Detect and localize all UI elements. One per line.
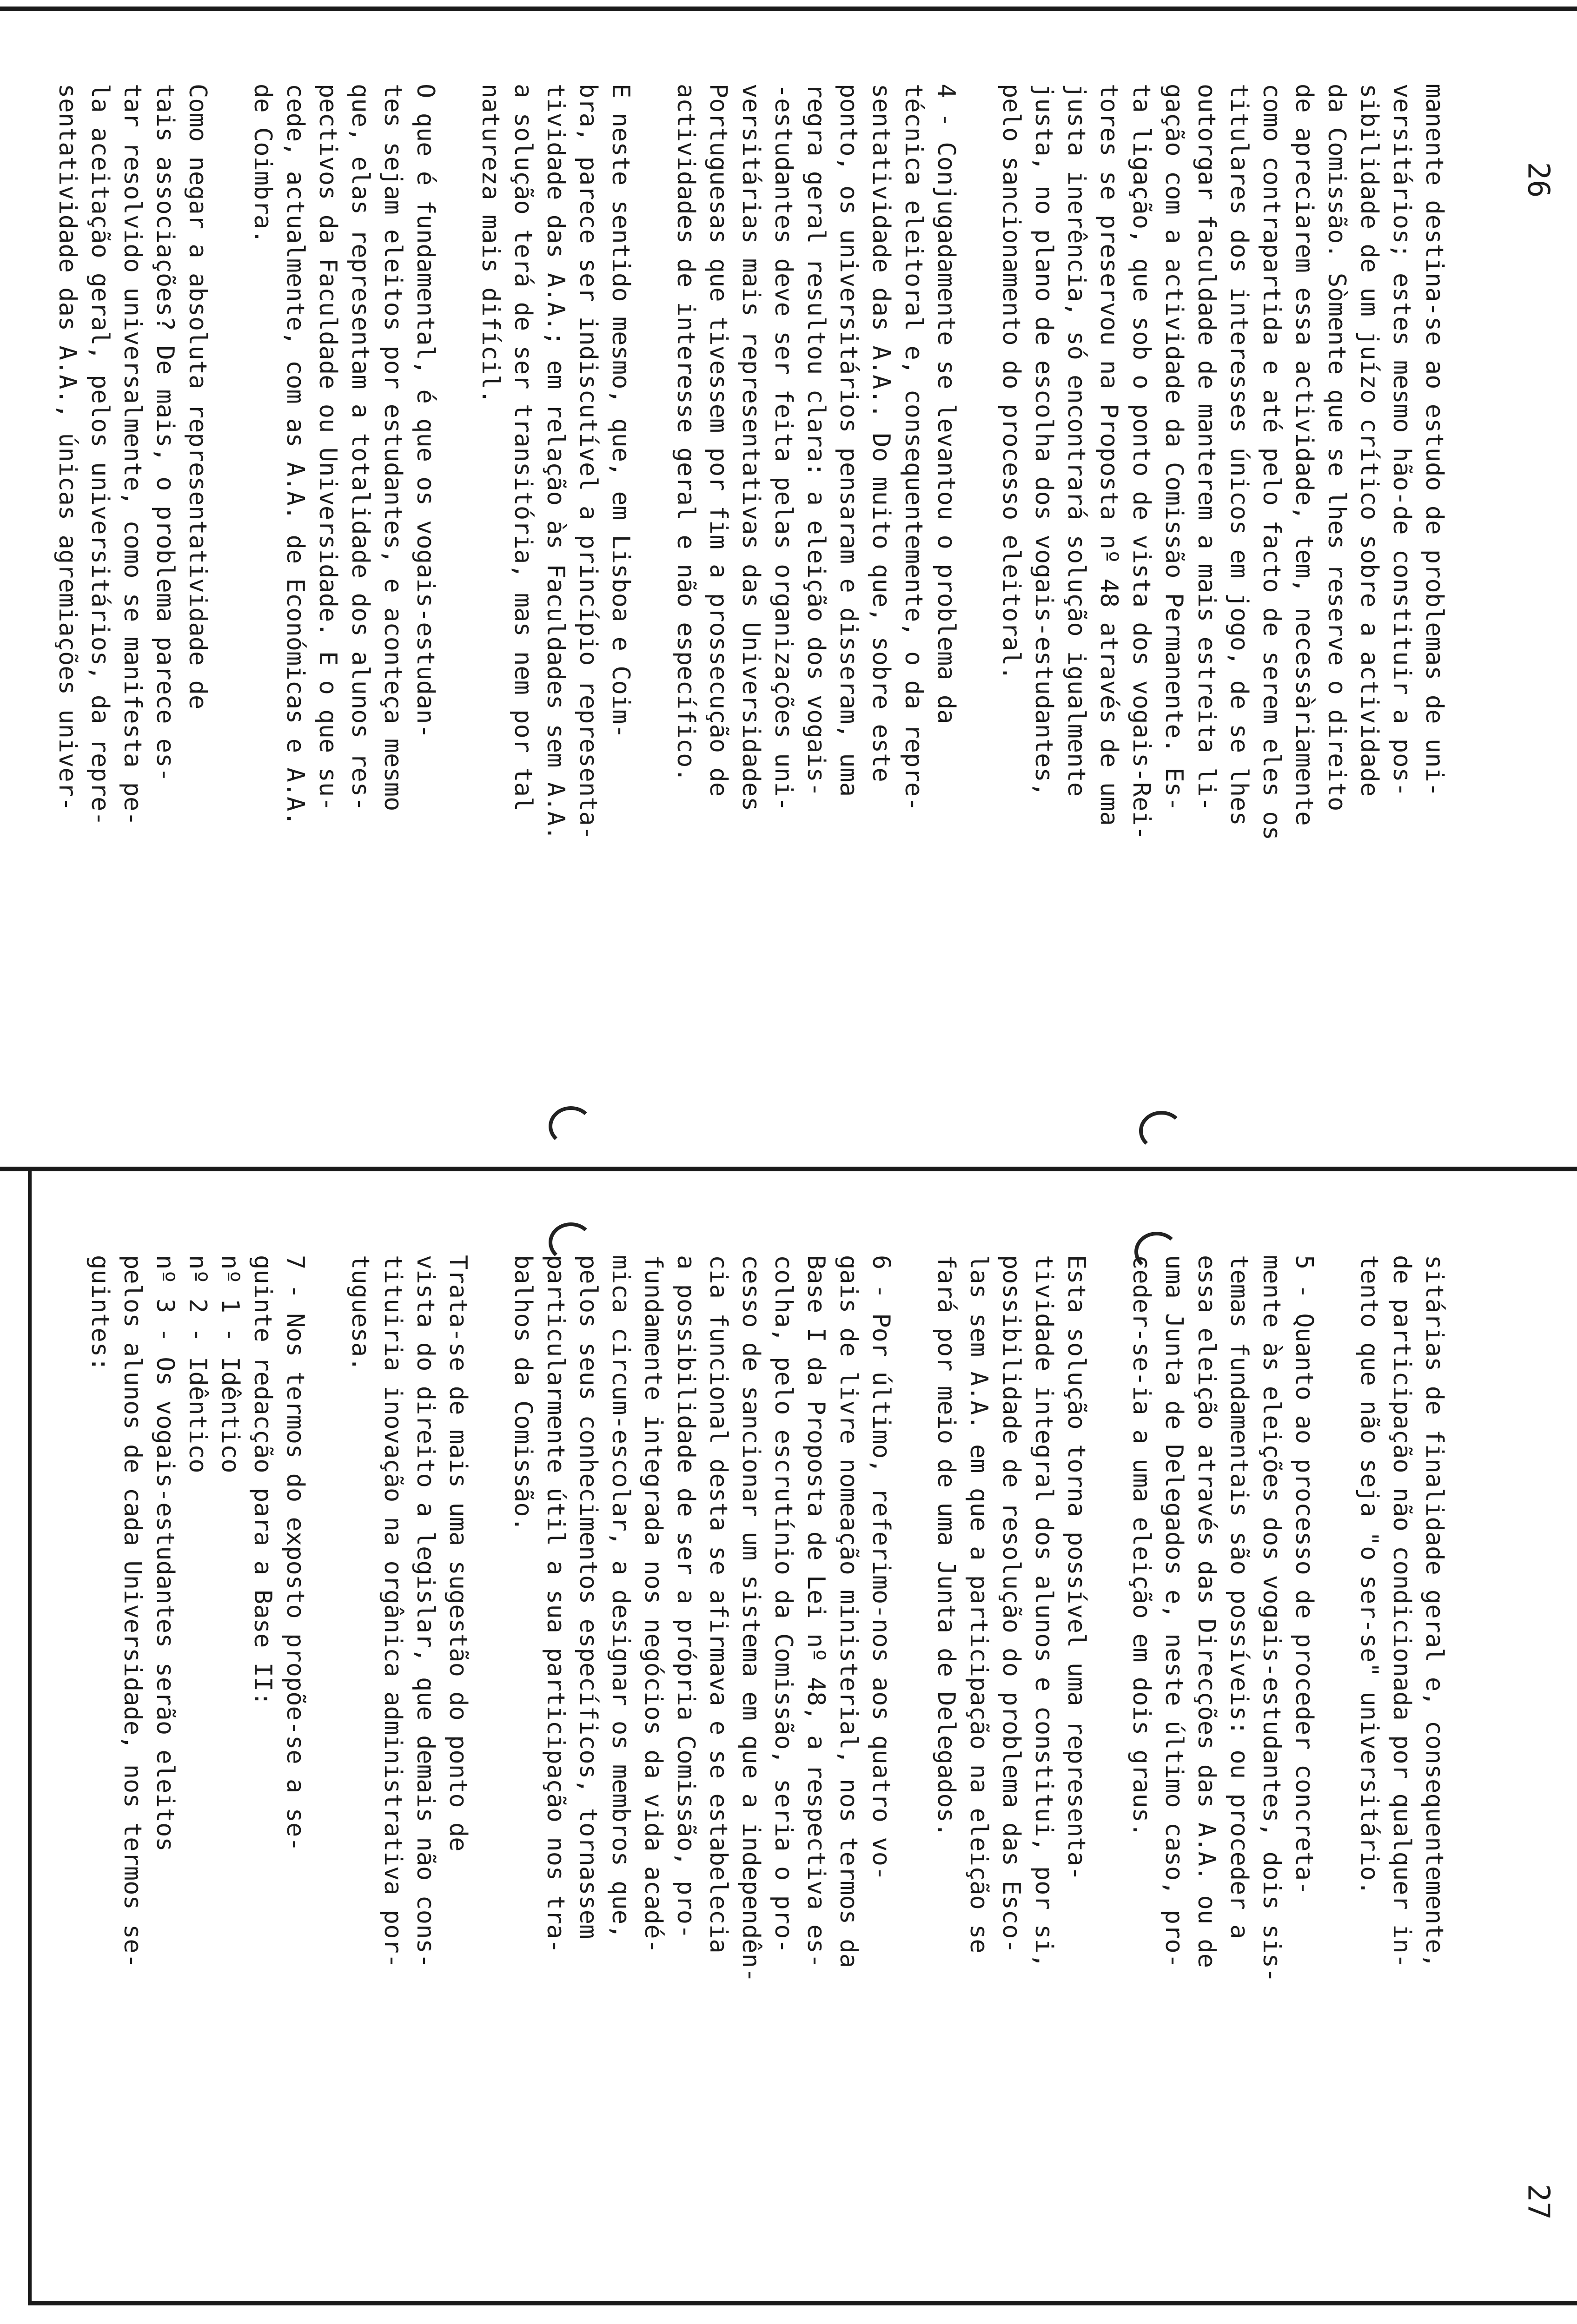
text-line: manente destina-se ao estudo de problemas de uni- (1420, 84, 1448, 797)
text-line: sitárias de finalidade geral e, consequentemente, (1420, 1255, 1448, 1968)
text-line: nº 1 - Idêntico (216, 1255, 244, 1473)
page-edge-bottom (28, 2301, 1577, 2305)
text-line: Portuguesas que tivessem por fim a prossecução de (704, 84, 732, 797)
text-line: tar resolvido universalmente, como se manifesta pe- (119, 84, 146, 826)
text-line: tais associações? De mais, o problema parece es- (151, 84, 179, 782)
text-line: tividade das A.A.; em relação às Faculdades sem A.A. (542, 84, 570, 840)
text-line: particularmente útil a sua participação nos tra- (542, 1255, 570, 1954)
text-line: como contrapartida e até pelo facto de serem eles os (1258, 84, 1285, 840)
paragraph-gap (214, 84, 246, 1106)
text-line: 5 - Quanto ao processo de proceder concreta- (1290, 1255, 1318, 1895)
text-line: Como negar a absoluta representatividade de (184, 84, 212, 710)
text-line: tituiria inovação na orgânica administrativa por- (379, 1255, 407, 1968)
paragraph-gap (311, 1255, 344, 2278)
text-line: tividade integral dos alunos e constitui, por si, (1030, 1255, 1058, 1968)
text-line: cia funcional desta se afirmava e se estabelecia (704, 1255, 732, 1954)
book-fold-line (0, 1167, 1577, 1171)
text-line: cede, actualmente, com as A.A. de Económicas e A.A. (281, 84, 309, 826)
text-line: de Coimbra. (249, 84, 277, 244)
text-line: uma Junta de Delegados e, neste último caso, pro- (1160, 1255, 1188, 1968)
text-line: que, elas representam a totalidade dos alunos res- (346, 84, 374, 812)
text-line: pelos alunos de cada Universidade, nos termos se- (119, 1255, 146, 1968)
paragraph-gap (1320, 1255, 1353, 2278)
page-number: 27 (1521, 2184, 1556, 2220)
text-line: regra geral resultou clara: a eleição dos vogais- (802, 84, 830, 797)
text-line: tores se preservou na Proposta nº 48 através de uma (1095, 84, 1123, 826)
text-line: temas fundamentais são possíveis: ou proceder a (1225, 1255, 1253, 1939)
staple-mark (1139, 1111, 1184, 1151)
text-line: fará por meio de uma Junta de Delegados. (932, 1255, 960, 1837)
text-line: outorgar faculdade de manterem a mais estreita li- (1193, 84, 1220, 812)
text-line: bra, parece ser indiscutível a princípio representa- (574, 84, 602, 840)
text-line: guintes: (86, 1255, 114, 1372)
text-line: pelos seus conhecimentos específicos, tornassem (574, 1255, 602, 1939)
text-line: técnica eleitoral e, consequentemente, o da repre- (900, 84, 928, 812)
text-line: sentatividade das A.A.. Do muito que, sobre este (867, 84, 895, 782)
text-line: nº 3 - Os vogais-estudantes serão eleitos (151, 1255, 179, 1852)
text-line: tuguesa. (346, 1255, 374, 1372)
page-number: 26 (1521, 162, 1556, 198)
page-edge-top (0, 7, 1577, 11)
text-line: la aceitação geral, pelos universitários, da repre- (86, 84, 114, 826)
text-line: sentatividade das A.A., únicas agremiações univer- (53, 84, 81, 812)
text-line: tento que não seja "o ser-se" universitário. (1355, 1255, 1383, 1895)
page-27-text (84, 1255, 1451, 2278)
text-line: O que é fundamental, é que os vogais-estudan- (411, 84, 439, 739)
text-line: essa eleição através das Direcções das A.A. ou de (1193, 1255, 1220, 1968)
text-line: cesso de sancionar um sistema em que a independên- (737, 1255, 765, 1983)
text-line: balhos da Comissão. (509, 1255, 537, 1532)
text-line: gais de livre nomeação ministerial, nos termos da (835, 1255, 862, 1968)
text-line: ta ligação, que sob o ponto de vista dos vogais-Rei- (1127, 84, 1155, 840)
page-edge-left (28, 1171, 32, 2305)
paragraph-gap (897, 1255, 930, 2278)
text-line: justa inerência, só encontrará solução igualmente (1062, 84, 1090, 797)
text-line: nº 2 - Idêntico (184, 1255, 212, 1473)
text-line: 4 - Conjugadamente se levantou o problema da (932, 84, 960, 724)
text-line: sibilidade de um juízo crítico sobre a actividade (1355, 84, 1383, 797)
text-line: Base I da Proposta de Lei nº 48, a respectiva es- (802, 1255, 830, 1968)
paragraph-gap (962, 84, 995, 1106)
text-line: vista do direito a legislar, que demais não cons- (411, 1255, 439, 1968)
text-line: Esta solução torna possível uma representa- (1062, 1255, 1090, 1881)
paragraph-gap (1093, 1255, 1125, 2278)
text-line: a solução terá de ser transitória, mas nem por tal (509, 84, 537, 812)
text-line: a possibilidade de ser a própria Comissão, pro- (672, 1255, 700, 1939)
text-line: guinte redacção para a Base II: (249, 1255, 277, 1706)
text-line: actividades de interesse geral e não específico. (672, 84, 700, 782)
paragraph-gap (442, 84, 474, 1106)
text-line: natureza mais difícil. (477, 84, 504, 404)
text-line: -estudantes deve ser feita pelas organizações uni- (769, 84, 797, 812)
text-line: pectivos da Faculdade ou Universidade. E o que su- (314, 84, 342, 812)
text-line: justa, no plano de escolha dos vogais-estudantes, (1030, 84, 1058, 797)
page-26-text (51, 84, 1451, 1106)
text-line: de participação não condicionada por qualquer in- (1388, 1255, 1416, 1968)
paragraph-gap (637, 84, 669, 1106)
staple-mark (549, 1106, 593, 1146)
text-line: versitárias mais representativas das Universidades (737, 84, 765, 812)
text-line: titulares dos interesses únicos em jogo, de se lhes (1225, 84, 1253, 826)
text-line: mente às eleições dos vogais-estudantes, dois sis- (1258, 1255, 1285, 1983)
text-line: ponto, os universitários pensaram e disseram, uma (835, 84, 862, 797)
text-line: tes sejam eleitos por estudantes, e aconteça mesmo (379, 84, 407, 812)
text-line: ceder-se-ia a uma eleição em dois graus. (1127, 1255, 1155, 1837)
text-line: mica circum-escolar, a designar os membros que, (607, 1255, 635, 1939)
text-line: 6 - Por último, referimo-nos aos quatro vo- (867, 1255, 895, 1881)
text-line: da Comissão. Sòmente que se lhes reserve o direito (1323, 84, 1351, 812)
text-line: 7 - Nos termos do exposto propõe-se a se- (281, 1255, 309, 1852)
text-line: fundamente integrada nos negócios da vida acadé- (639, 1255, 667, 1954)
text-line: colha, pelo escrutínio da Comissão, seria o pro- (769, 1255, 797, 1954)
text-line: de apreciarem essa actividade, tem, necessàriamente (1290, 84, 1318, 826)
text-line: possibilidade de resolução do problema das Esco- (997, 1255, 1025, 1954)
text-line: versitários; estes mesmo hão-de constituir a pos- (1388, 84, 1416, 797)
text-line: gação com a actividade da Comissão Permanente. Es- (1160, 84, 1188, 812)
text-line: Trata-se de mais uma sugestão do ponto de (444, 1255, 472, 1852)
text-line: pelo sancionamento do processo eleitoral. (997, 84, 1025, 680)
paragraph-gap (474, 1255, 507, 2278)
text-line: E neste sentido mesmo, que, em Lisboa e Coim- (607, 84, 635, 739)
text-line: las sem A.A. em que a participação na eleição se (965, 1255, 993, 1954)
